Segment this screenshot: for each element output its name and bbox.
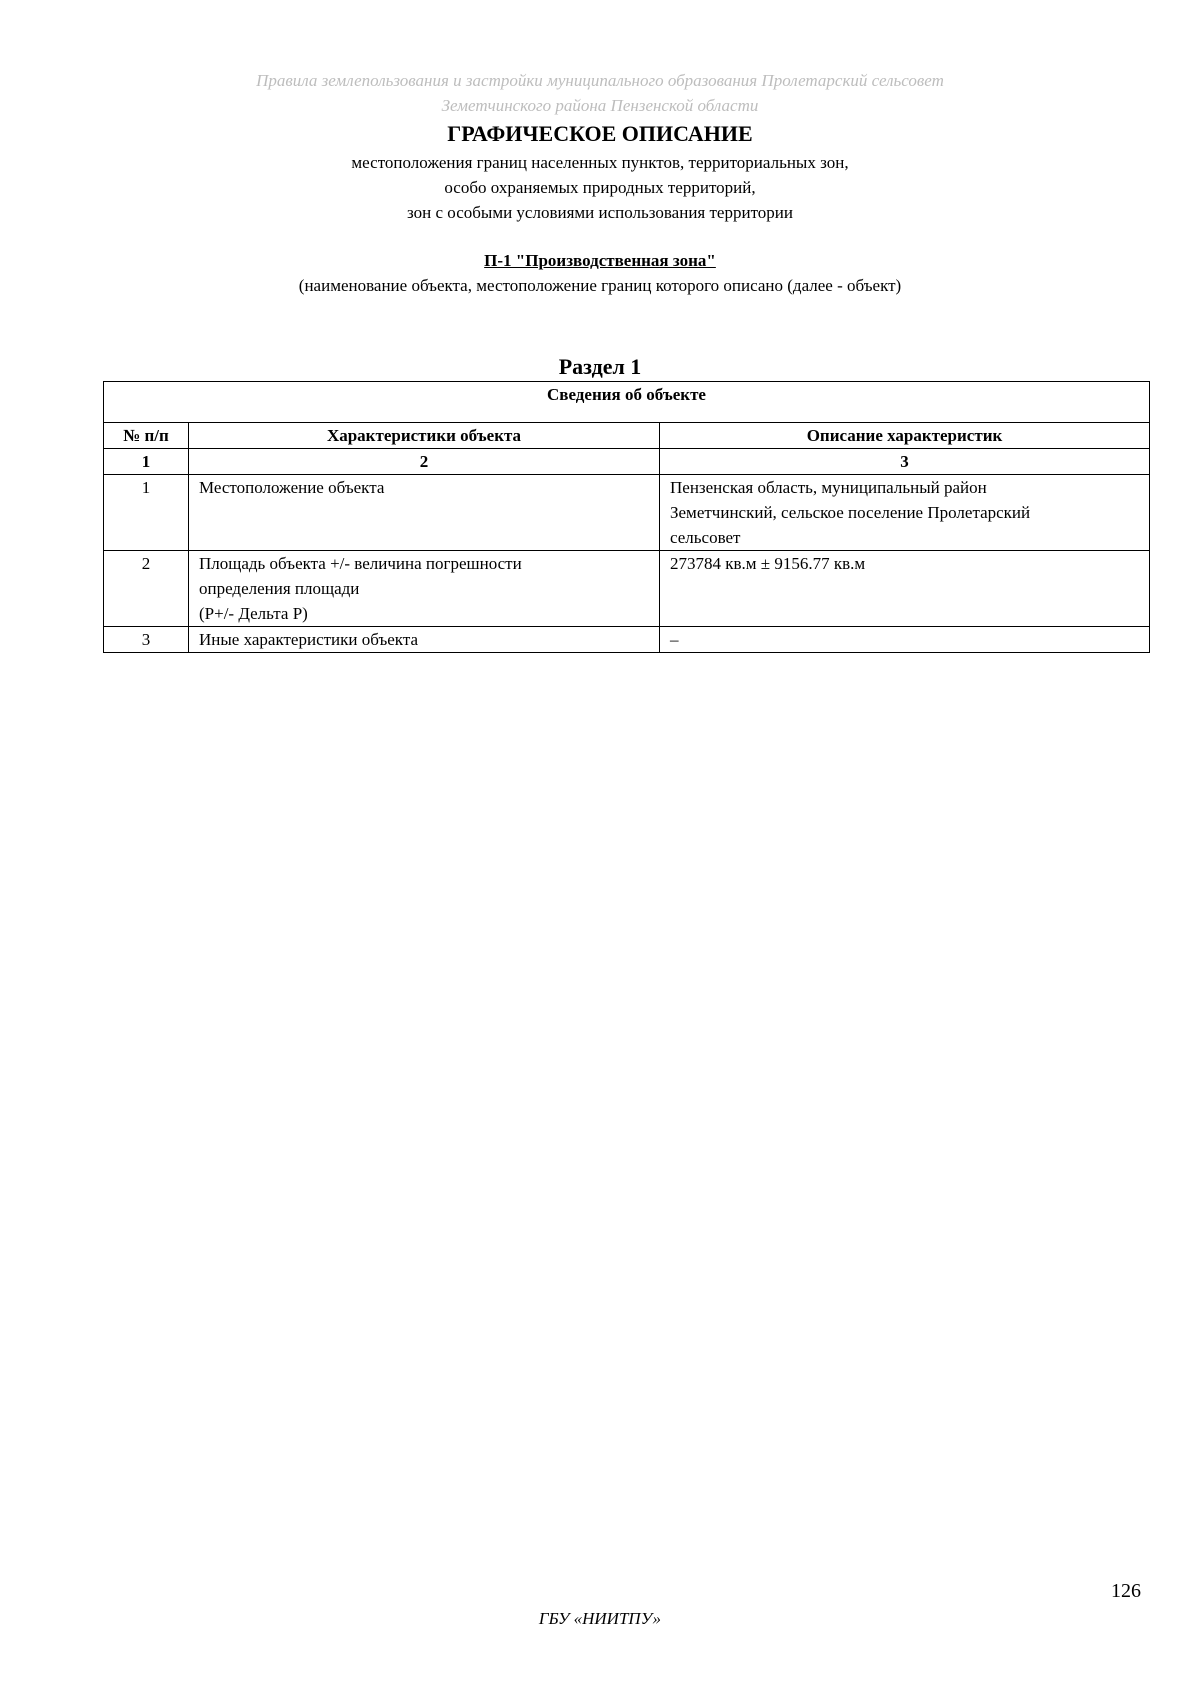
document-header-line-1: Правила землепользования и застройки муниципального образования Пролетарский сельсовет — [256, 71, 944, 90]
row-characteristic-line: определения площади — [199, 579, 360, 598]
section-title: Раздел 1 — [558, 354, 642, 379]
row-characteristic-line: Площадь объекта +/- величина погрешности — [199, 554, 522, 573]
numbering-cell: 2 — [189, 449, 660, 475]
row-characteristic-line: Местоположение объекта — [199, 478, 385, 497]
table-row — [104, 475, 1150, 551]
table-caption-row — [104, 382, 1150, 423]
row-number: 3 — [104, 627, 189, 653]
row-description — [660, 627, 1150, 653]
object-info-table — [103, 381, 1150, 653]
object-name: П-1 "Производственная зона" — [484, 251, 716, 270]
table-numbering-row — [104, 449, 1150, 475]
table-header-row — [104, 423, 1150, 449]
document-subtitle — [0, 150, 1200, 225]
numbering-cell: 3 — [660, 449, 1150, 475]
subtitle-line-1: местоположения границ населенных пунктов, территориальных зон, — [351, 153, 849, 172]
row-description — [660, 551, 1150, 627]
row-number: 2 — [104, 551, 189, 627]
document-header-line-2: Земетчинского района Пензенской области — [441, 96, 759, 115]
row-description-line: – — [670, 630, 679, 649]
table-row — [104, 551, 1150, 627]
subtitle-line-3: зон с особыми условиями использования территории — [407, 203, 793, 222]
header-characteristics: Характеристики объекта — [189, 423, 660, 449]
page-number: 126 — [1111, 1580, 1141, 1602]
subtitle-line-2: особо охраняемых природных территорий, — [444, 178, 756, 197]
row-characteristic-line: Иные характеристики объекта — [199, 630, 419, 649]
row-number: 1 — [104, 475, 189, 551]
header-number: № п/п — [104, 423, 189, 449]
document-title: ГРАФИЧЕСКОЕ ОПИСАНИЕ — [447, 121, 753, 146]
table-caption: Сведения об объекте — [104, 382, 1150, 423]
document-footer: ГБУ «НИИТПУ» — [538, 1609, 662, 1628]
header-description: Описание характеристик — [660, 423, 1150, 449]
row-characteristic — [189, 627, 660, 653]
row-description-line: 273784 кв.м ± 9156.77 кв.м — [670, 554, 866, 573]
row-description-line: Пензенская область, муниципальный район — [670, 478, 987, 497]
row-characteristic — [189, 475, 660, 551]
row-characteristic — [189, 551, 660, 627]
object-caption: (наименование объекта, местоположение границ которого описано (далее - объект) — [298, 276, 902, 295]
table-row — [104, 627, 1150, 653]
row-characteristic-line: (P+/- Дельта P) — [199, 604, 308, 623]
row-description — [660, 475, 1150, 551]
numbering-cell: 1 — [104, 449, 189, 475]
row-description-line: Земетчинский, сельское поселение Пролетарский — [670, 503, 1031, 522]
row-description-line: сельсовет — [670, 528, 741, 547]
